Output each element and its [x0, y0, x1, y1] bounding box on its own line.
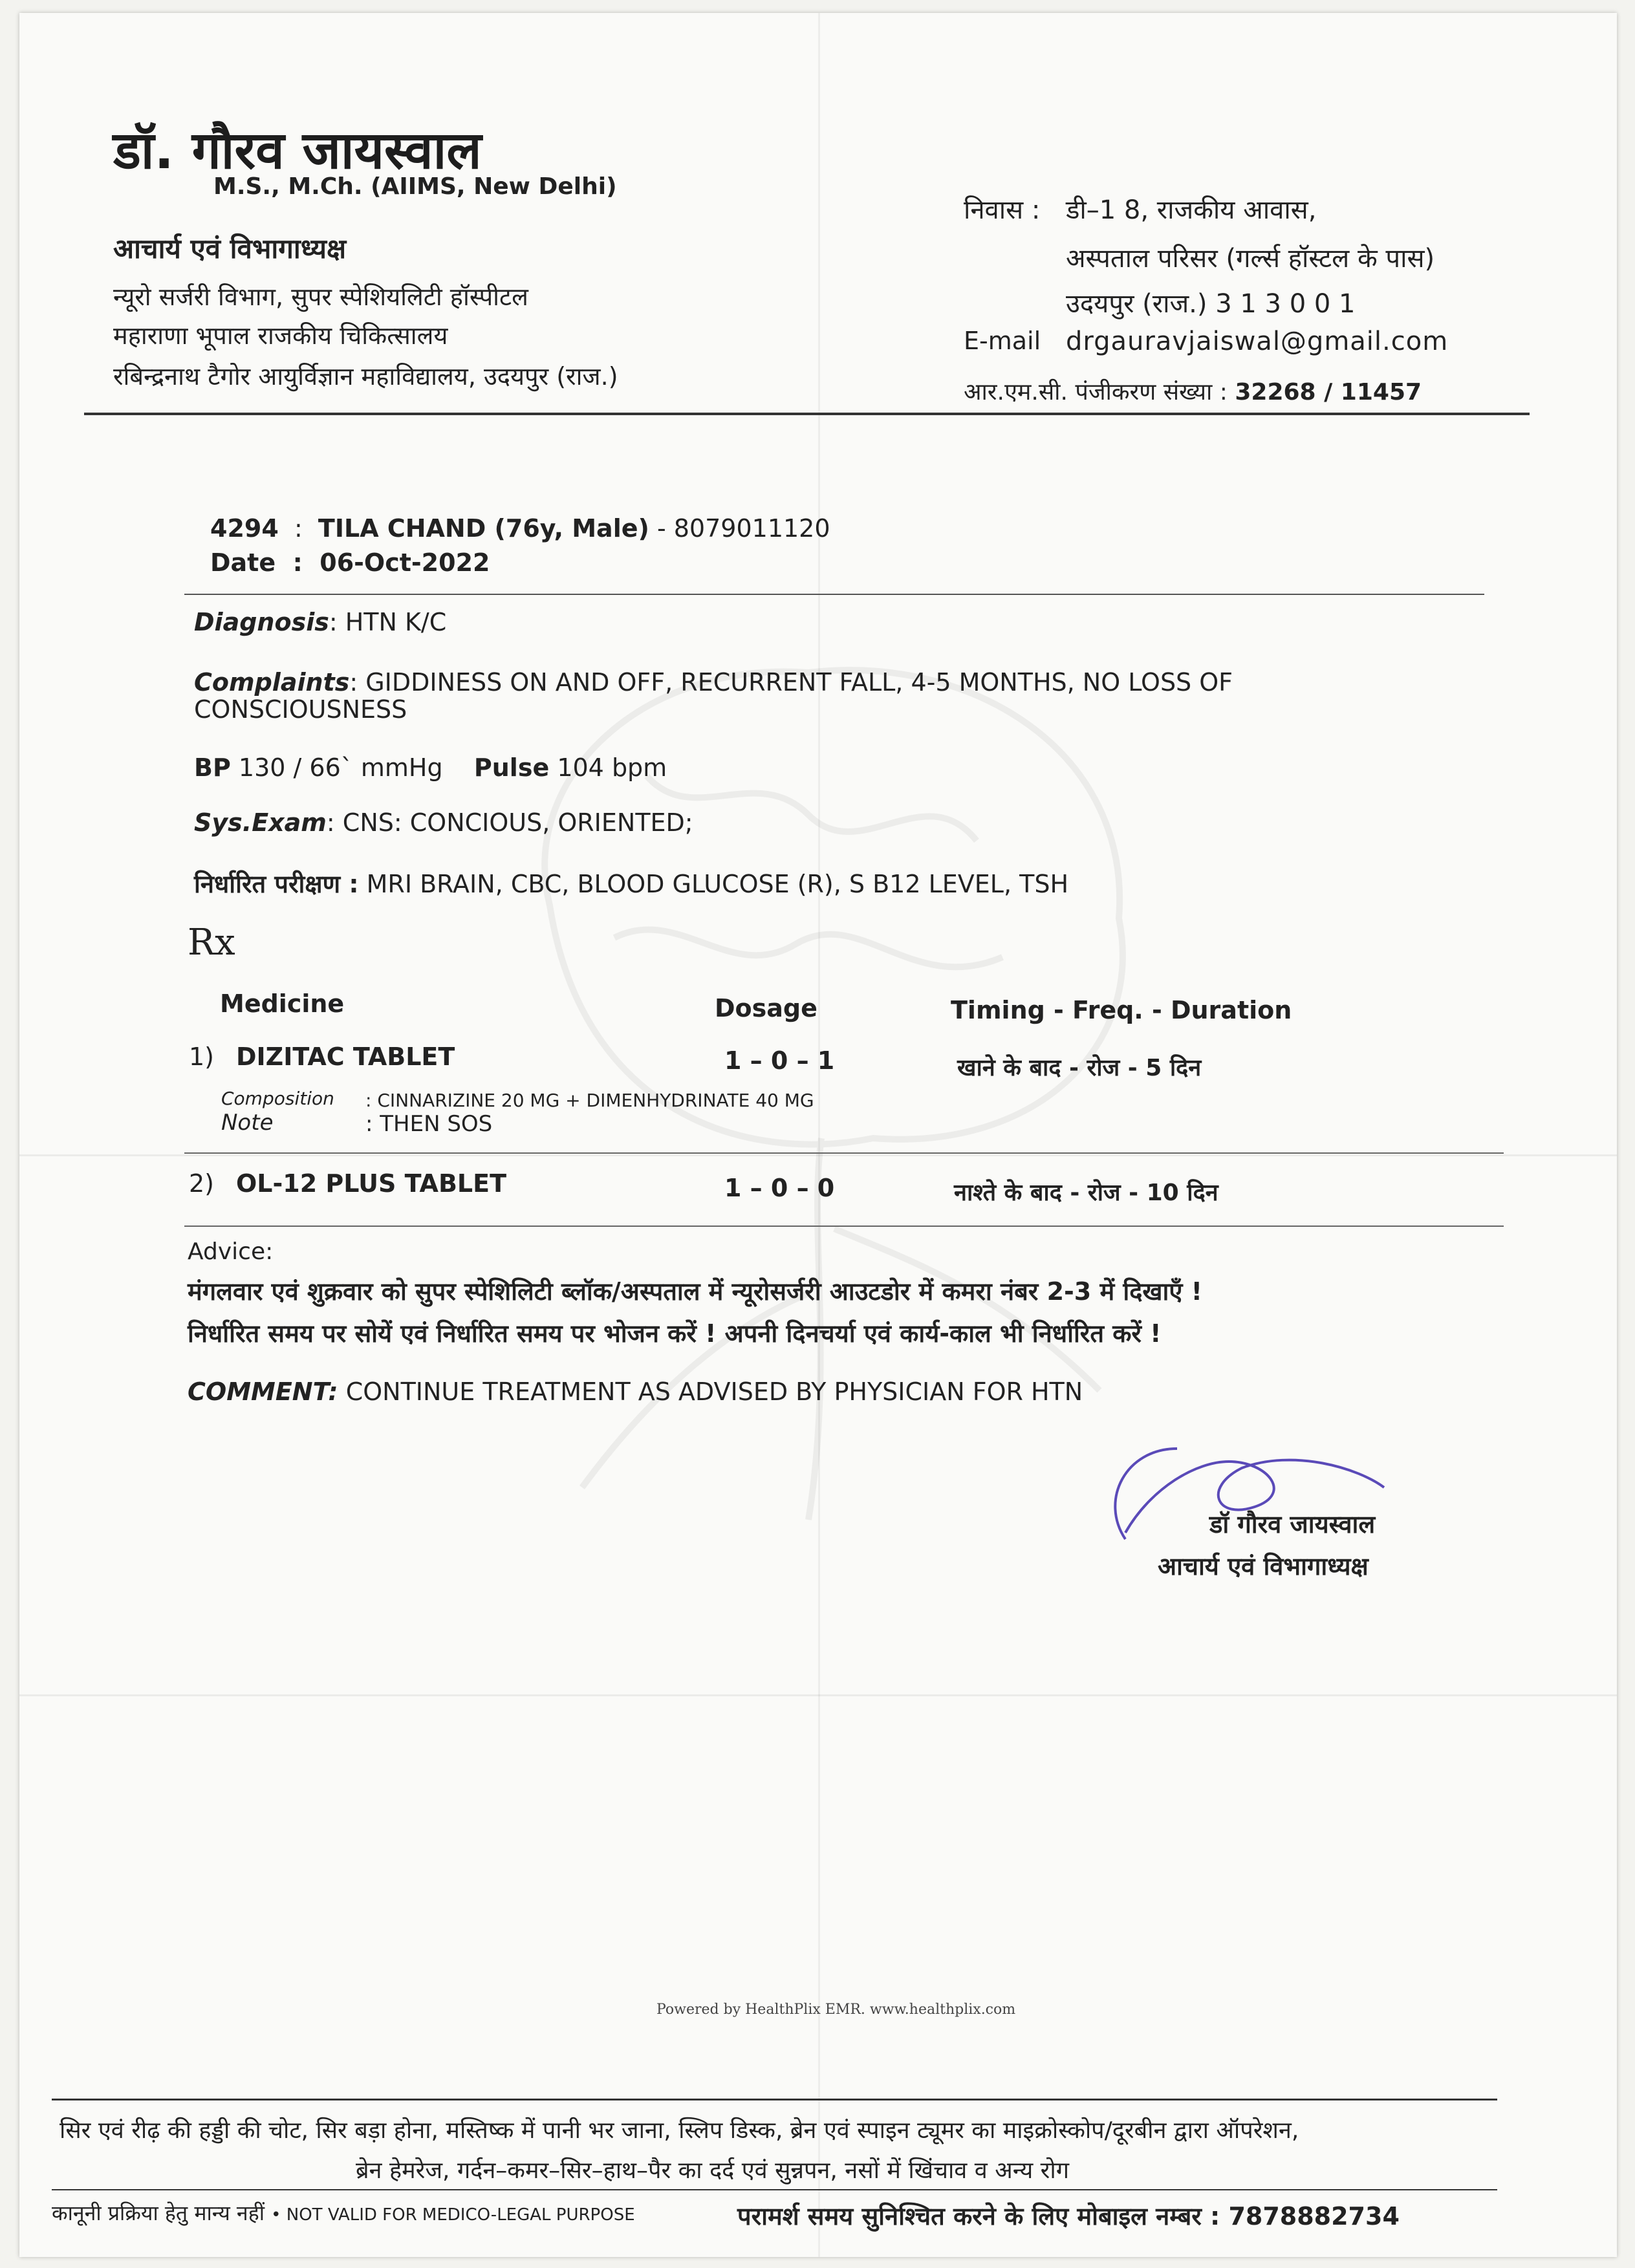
row-number: 1) [189, 1042, 215, 1071]
header-divider [84, 413, 1530, 415]
patient-line [210, 514, 830, 543]
dosage-header: Dosage [715, 994, 817, 1022]
visit-date: 06-Oct-2022 [319, 548, 490, 577]
row-number: 2) [189, 1169, 215, 1198]
doctor-name: डॉ. गौरव जायस्वाल [113, 120, 482, 180]
complaints [194, 668, 1233, 697]
residence-line: उदयपुर (राज.) 3 1 3 0 0 1 [1066, 289, 1356, 319]
complaints-value: : GIDDINESS ON AND OFF, RECURRENT FALL, 4-5 MONTHS, NO LOSS OF [349, 668, 1233, 697]
tests-label: निर्धारित परीक्षण : [194, 870, 359, 898]
comment-label: COMMENT: [188, 1377, 338, 1406]
rx-symbol: Rx [188, 922, 235, 964]
advice-line: निर्धारित समय पर सोयें एवं निर्धारित समय पर भोजन करें ! अपनी दिनचर्या एवं कार्य-काल भी निर्धारित करें ! [188, 1319, 1162, 1348]
medicine-dosage: 1 – 0 – 1 [724, 1046, 835, 1075]
patient-id: 4294 [210, 514, 279, 543]
medicine-header: Medicine [220, 989, 345, 1018]
registration-value: 32268 / 11457 [1235, 379, 1422, 405]
medicine-timing: खाने के बाद - रोज - 5 दिन [957, 1055, 1202, 1081]
medicine-timing: नाश्ते के बाद - रोज - 10 दिन [954, 1180, 1218, 1206]
residence-line: अस्पताल परिसर (गर्ल्स हॉस्टल के पास) [1066, 244, 1435, 274]
residence-label: निवास : [964, 195, 1041, 225]
signatory-name: डॉ गौरव जायस्वाल [1209, 1510, 1376, 1539]
tests-list: MRI BRAIN, CBC, BLOOD GLUCOSE (R), S B12 LEVEL, TSH [366, 870, 1069, 898]
composition-label: Composition [221, 1088, 334, 1109]
legal-disclaimer [52, 2199, 635, 2227]
doctor-designation: आचार्य एवं विभागाध्यक्ष [113, 233, 347, 265]
sysexam-value: : CNS: CONCIOUS, ORIENTED; [326, 808, 693, 837]
email-label: E-mail [964, 327, 1041, 355]
medicine-name: OL-12 PLUS TABLET [236, 1169, 506, 1198]
advice-label: Advice: [188, 1238, 274, 1265]
residence-line: डी–1 8, राजकीय आवास, [1066, 195, 1317, 225]
registration-number [964, 375, 1422, 407]
diagnosis-label: Diagnosis [194, 608, 329, 636]
advice-line: मंगलवार एवं शुक्रवार को सुपर स्पेशिलिटी ब्लॉक/अस्पताल में न्यूरोसर्जरी आउटडोर में कमरा नंबर 2-3 में दिखाएँ ! [188, 1277, 1202, 1306]
powered-by: Powered by HealthPlix EMR. www.healthplix.com [656, 2002, 1016, 2018]
legal-english: • NOT VALID FOR MEDICO-LEGAL PURPOSE [271, 2205, 635, 2225]
diagnosis-value: : HTN K/C [329, 608, 447, 636]
patient-divider [184, 594, 1484, 595]
pulse-value: 104 bpm [557, 753, 667, 782]
medicine-dosage: 1 – 0 – 0 [724, 1174, 835, 1202]
timing-header: Timing - Freq. - Duration [951, 996, 1292, 1024]
department-line: रबिन्द्रनाथ टैगोर आयुर्विज्ञान महाविद्यालय, उदयपुर (राज.) [113, 362, 618, 391]
vitals [194, 753, 667, 782]
legal-hindi: कानूनी प्रक्रिया हेतु मान्य नहीं [52, 2201, 265, 2225]
patient-name: TILA CHAND (76y, Male) [318, 514, 649, 543]
note-label: Note [221, 1110, 274, 1136]
doctor-qualifications: M.S., M.Ch. (AIIMS, New Delhi) [213, 173, 617, 200]
medicine-name: DIZITAC TABLET [236, 1042, 455, 1071]
date-line [210, 548, 490, 577]
department-line: महाराणा भूपाल राजकीय चिकित्सालय [113, 321, 448, 350]
complaints-continued: CONSCIOUSNESS [194, 695, 407, 724]
department-line: न्यूरो सर्जरी विभाग, सुपर स्पेशियलिटी हॉस्पीटल [113, 283, 528, 311]
systemic-exam [194, 808, 693, 837]
date-label: Date [210, 548, 276, 577]
bp-label: BP [194, 753, 231, 782]
separator: : [292, 548, 303, 577]
registration-label: आर.एम.सी. पंजीकरण संख्या : [964, 379, 1228, 405]
row-divider [184, 1226, 1504, 1227]
footer-divider [52, 2099, 1497, 2101]
pulse-label: Pulse [473, 753, 550, 782]
services-line: सिर एवं रीढ़ की हड्डी की चोट, सिर बड़ा होना, मस्तिष्क में पानी भर जाना, स्लिप डिस्क, ब्रेन एवं स्पाइन ट्यूमर का माइक्रोस्कोप/दूरबीन द्वारा ऑपरेशन, [60, 2117, 1299, 2144]
sysexam-label: Sys.Exam [194, 808, 327, 837]
bp-value: 130 / 66` mmHg [238, 753, 443, 782]
comment-value: CONTINUE TREATMENT AS ADVISED BY PHYSICIAN FOR HTN [345, 1377, 1083, 1406]
signatory-designation: आचार्य एवं विभागाध्यक्ष [1158, 1552, 1369, 1581]
composition-value: : CINNARIZINE 20 MG + DIMENHYDRINATE 40 MG [365, 1090, 814, 1111]
complaints-label: Complaints [194, 668, 350, 697]
diagnosis [194, 608, 446, 636]
services-line: ब्रेन हेमरेज, गर्दन–कमर–सिर–हाथ–पैर का दर्द एवं सुन्नपन, नसों में खिंचाव व अन्य रोग [356, 2157, 1069, 2184]
note-value: : THEN SOS [365, 1111, 493, 1137]
appointment-mobile: परामर्श समय सुनिश्चित करने के लिए मोबाइल नम्बर : 7878882734 [737, 2202, 1400, 2230]
patient-phone: - 8079011120 [656, 514, 830, 543]
investigations [194, 867, 1068, 900]
footer-divider [52, 2189, 1497, 2190]
row-divider [184, 1152, 1504, 1154]
separator: : [294, 514, 303, 543]
comment [188, 1377, 1083, 1406]
doctor-email: drgauravjaiswal@gmail.com [1066, 327, 1449, 356]
